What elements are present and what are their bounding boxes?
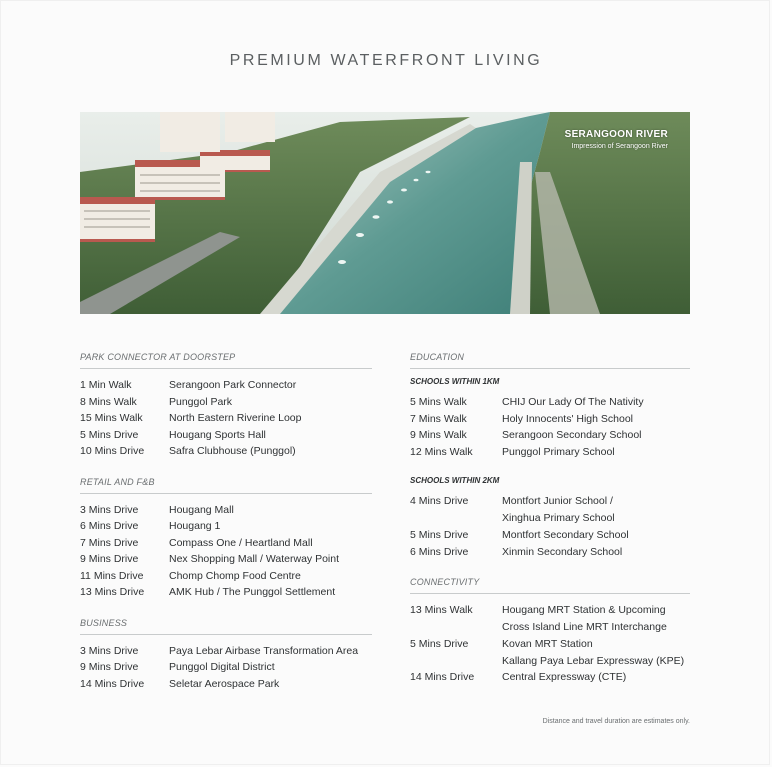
- destination: Chomp Chomp Food Centre: [169, 569, 301, 582]
- list-item: [80, 394, 372, 411]
- list-item: [80, 584, 372, 601]
- destination: North Eastern Riverine Loop: [169, 412, 302, 424]
- list-item: [80, 410, 372, 427]
- list-item: [80, 427, 372, 444]
- destination: Punggol Primary School: [502, 445, 615, 458]
- destination: AMK Hub / The Punggol Settlement: [169, 586, 336, 598]
- section-heading: CONNECTIVITY: [410, 577, 690, 594]
- travel-time: 9 Mins Drive: [80, 553, 139, 565]
- travel-time: 14 Mins Drive: [80, 677, 145, 690]
- destination-line: Cross Island Line MRT Interchange: [502, 620, 667, 633]
- list-item: [410, 544, 690, 561]
- travel-time: 11 Mins Drive: [80, 569, 144, 582]
- list-item: [80, 676, 372, 693]
- destination-line: Kovan MRT Station: [502, 638, 593, 650]
- destination: Serangoon Secondary School: [502, 429, 642, 441]
- list-item: [80, 377, 372, 394]
- destination-line: Montfort Junior School /: [502, 495, 613, 507]
- travel-time: 15 Mins Walk: [80, 412, 143, 424]
- destination: Seletar Aerospace Park: [169, 677, 280, 690]
- destination: Serangoon Park Connector: [169, 379, 297, 391]
- travel-time: 7 Mins Drive: [80, 536, 139, 549]
- section-park-connector: [80, 352, 372, 460]
- destination: Hougang 1: [169, 520, 221, 532]
- travel-time: 5 Mins Drive: [80, 428, 139, 441]
- hero-caption: [565, 129, 668, 150]
- hero-caption-title: SERANGOON RIVER: [564, 129, 668, 140]
- list-item: [410, 427, 690, 444]
- travel-time: 6 Mins Drive: [80, 520, 139, 532]
- destination-line: Xinghua Primary School: [502, 511, 615, 524]
- travel-time: 4 Mins Drive: [410, 495, 469, 507]
- list-item: [410, 493, 690, 526]
- travel-time: 9 Mins Walk: [410, 429, 467, 441]
- travel-time: 1 Min Walk: [80, 379, 132, 391]
- page-title: PREMIUM WATERFRONT LIVING: [229, 52, 543, 69]
- list-item: [80, 443, 372, 460]
- travel-time: 9 Mins Drive: [80, 661, 139, 673]
- section-heading: BUSINESS: [80, 618, 372, 635]
- list-item: [410, 411, 690, 428]
- list-item: [410, 394, 690, 411]
- list-item: [80, 643, 372, 660]
- footnote: Distance and travel duration are estimates only.: [542, 718, 690, 725]
- right-column: [410, 352, 690, 703]
- destination: Central Expressway (CTE): [502, 671, 627, 683]
- travel-time: 12 Mins Walk: [410, 445, 473, 458]
- travel-time: 5 Mins Drive: [410, 529, 469, 541]
- section-heading: EDUCATION: [410, 352, 690, 369]
- list-item: [80, 535, 372, 552]
- hero-image: [80, 112, 690, 314]
- destination: [502, 636, 690, 669]
- destination: Safra Clubhouse (Punggol): [169, 445, 296, 457]
- travel-time: 5 Mins Drive: [410, 638, 469, 650]
- destination: Montfort Secondary School: [502, 529, 629, 541]
- destination: [502, 602, 690, 635]
- travel-time: 14 Mins Drive: [410, 671, 475, 683]
- section-education: [410, 352, 690, 560]
- destination: Paya Lebar Airbase Transformation Area: [169, 644, 359, 657]
- destination-line: Kallang Paya Lebar Expressway (KPE): [502, 654, 685, 667]
- destination: Xinmin Secondary School: [502, 545, 623, 558]
- list-item: [410, 602, 690, 635]
- list-item: [80, 551, 372, 568]
- hero-caption-subtitle: Impression of Serangoon River: [571, 143, 668, 150]
- travel-time: 6 Mins Drive: [410, 545, 469, 558]
- list-item: [410, 669, 690, 686]
- destination: Punggol Digital District: [169, 661, 275, 673]
- travel-time: 5 Mins Walk: [410, 396, 467, 408]
- section-retail: [80, 477, 372, 601]
- destination: [502, 493, 690, 526]
- subsection-heading: SCHOOLS WITHIN 2KM: [410, 476, 500, 485]
- section-heading: RETAIL AND F&B: [80, 477, 372, 494]
- list-item: [410, 527, 690, 544]
- travel-time: 13 Mins Walk: [410, 604, 473, 616]
- travel-time: 10 Mins Drive: [80, 445, 145, 457]
- list-item: [80, 568, 372, 585]
- list-item: [80, 659, 372, 676]
- destination-line: Hougang MRT Station & Upcoming: [502, 604, 666, 616]
- destination: Nex Shopping Mall / Waterway Point: [169, 553, 340, 565]
- list-item: [410, 636, 690, 669]
- list-item: [80, 502, 372, 519]
- destination: Compass One / Heartland Mall: [169, 536, 313, 549]
- destination: Punggol Park: [169, 395, 233, 408]
- left-column: [80, 352, 372, 709]
- travel-time: 8 Mins Walk: [80, 395, 137, 408]
- destination: Hougang Mall: [169, 503, 234, 516]
- travel-time: 3 Mins Drive: [80, 644, 139, 657]
- travel-time: 7 Mins Walk: [410, 412, 467, 425]
- destination: Hougang Sports Hall: [169, 428, 266, 441]
- list-item: [80, 518, 372, 535]
- travel-time: 13 Mins Drive: [80, 586, 145, 598]
- section-connectivity: [410, 577, 690, 686]
- subsection-heading: SCHOOLS WITHIN 1KM: [410, 377, 500, 386]
- section-business: [80, 618, 372, 693]
- section-heading: PARK CONNECTOR AT DOORSTEP: [80, 352, 372, 369]
- destination: CHIJ Our Lady Of The Nativity: [502, 396, 644, 408]
- list-item: [410, 444, 690, 461]
- destination: Holy Innocents' High School: [502, 412, 633, 425]
- travel-time: 3 Mins Drive: [80, 503, 139, 516]
